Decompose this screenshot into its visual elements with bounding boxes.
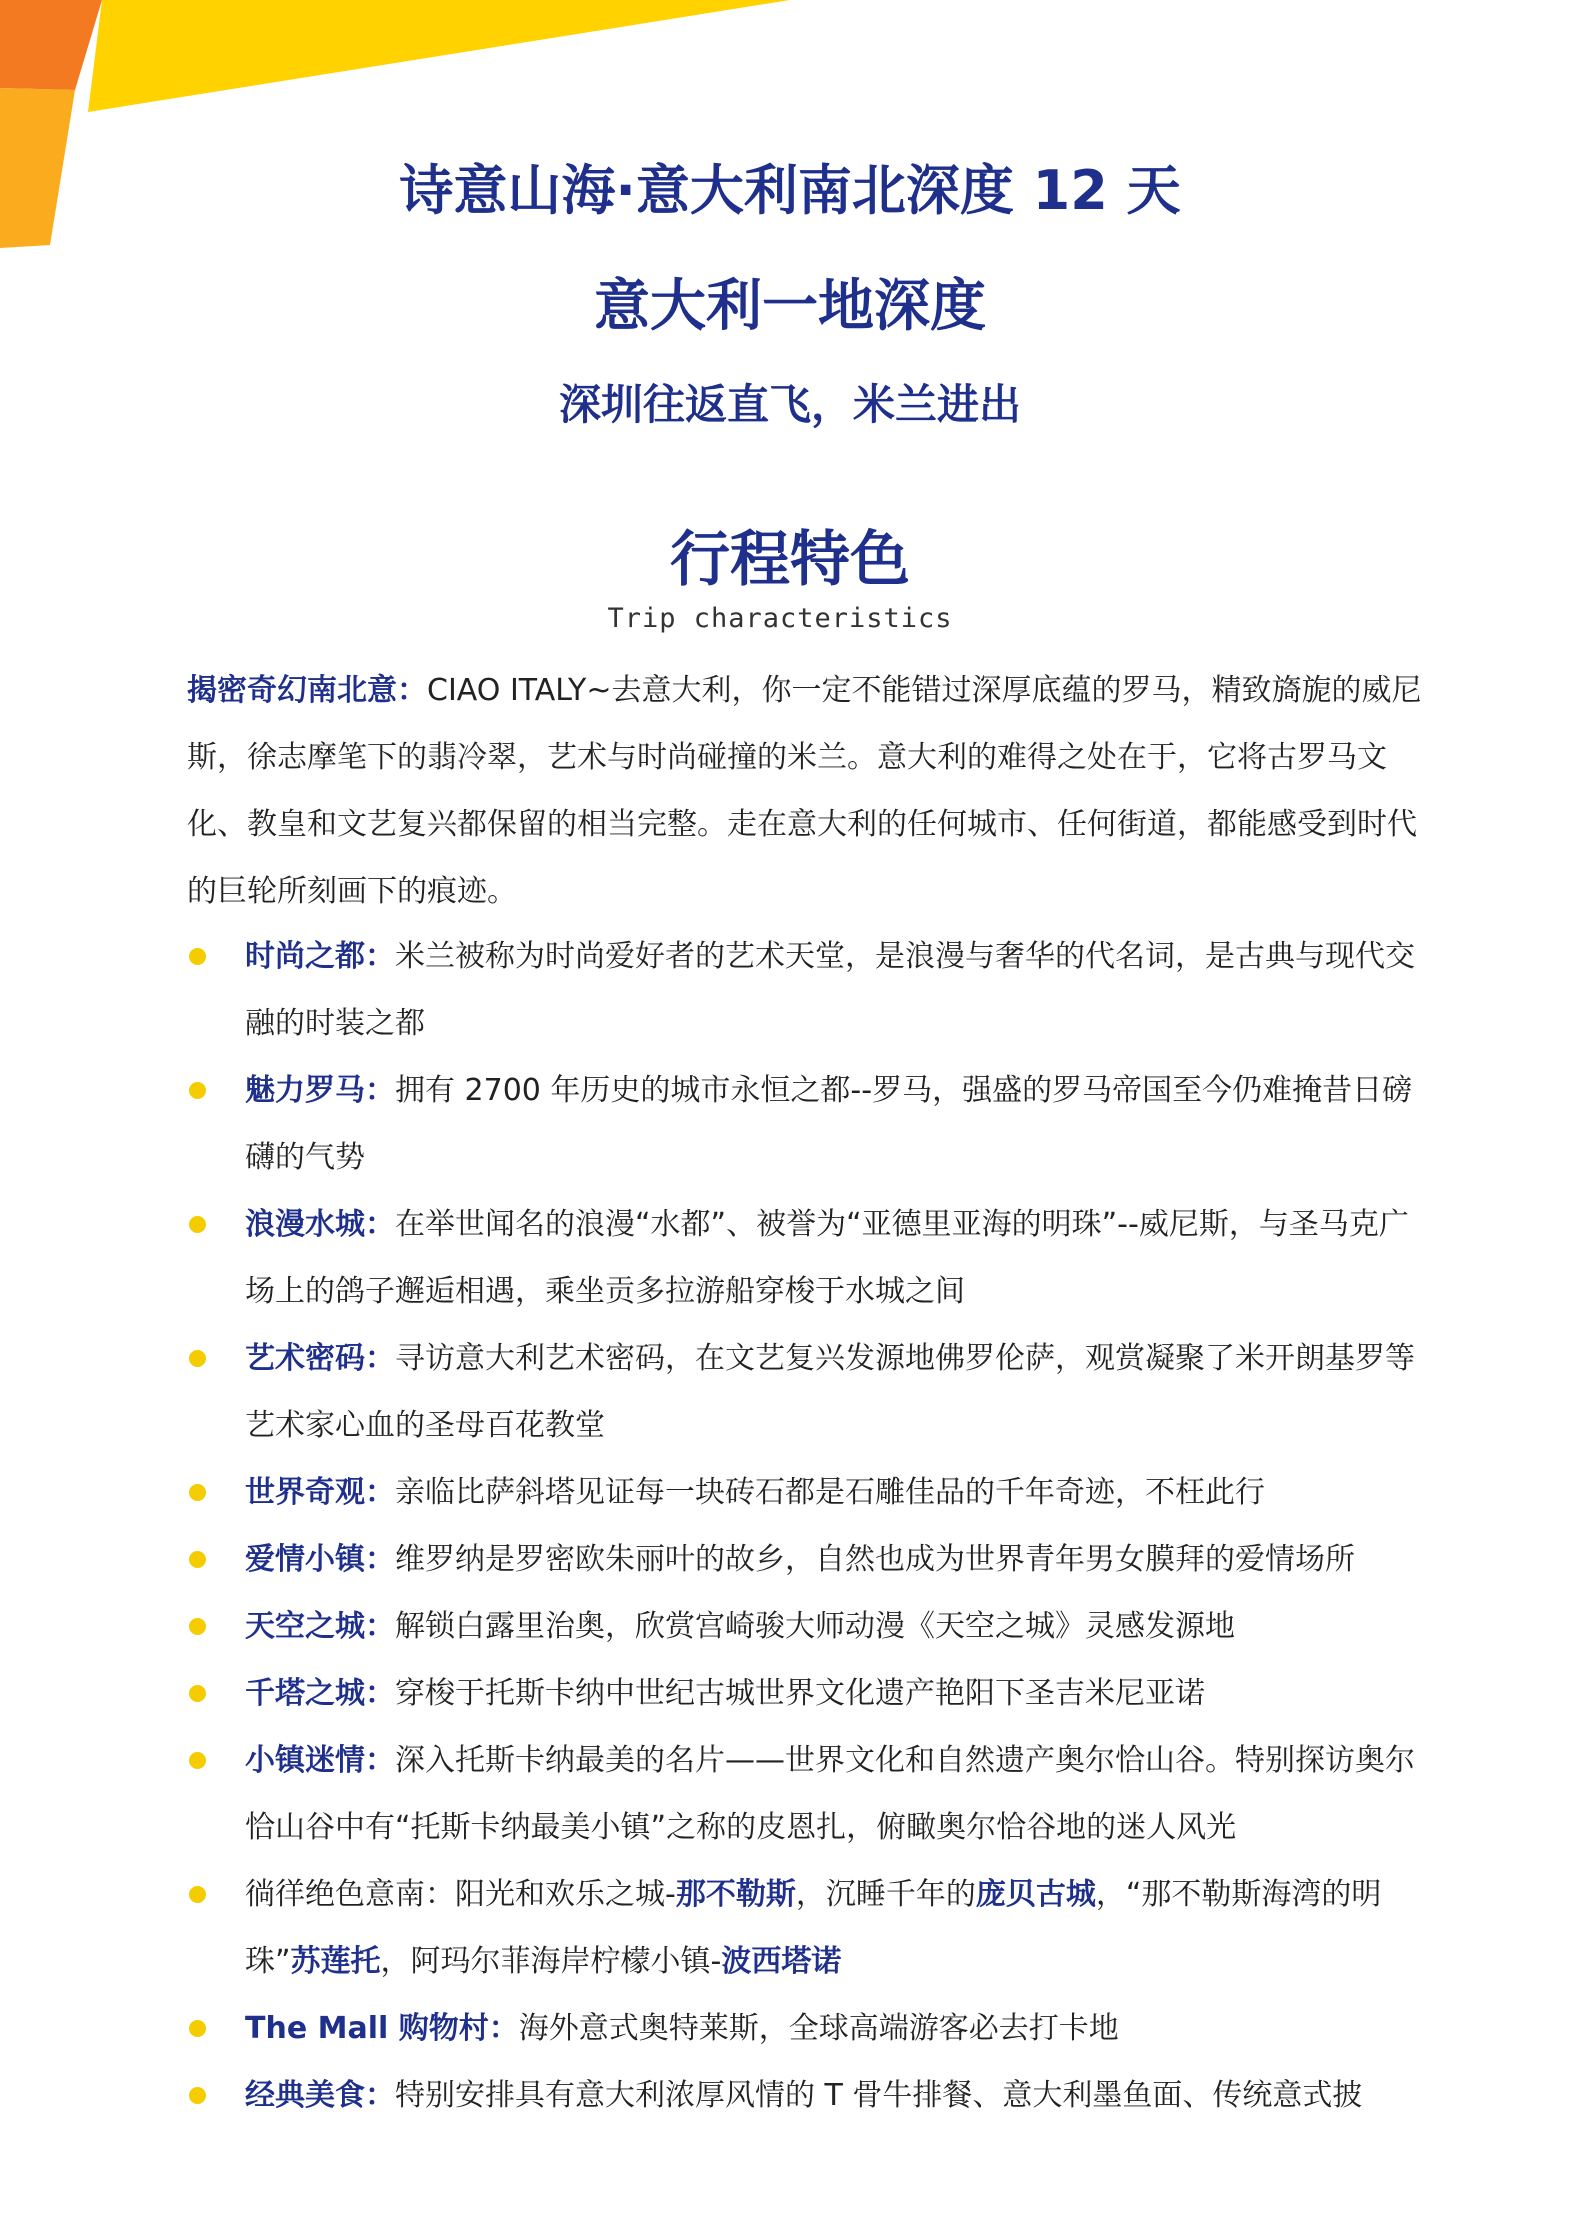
feature-highlight: 波西塔诺	[721, 1944, 842, 1979]
feature-item	[0, 2062, 1580, 2129]
flight-info: 深圳往返直飞，米兰进出	[558, 380, 1021, 429]
feature-label: 小镇迷情：	[245, 1743, 395, 1778]
feature-item	[0, 923, 1580, 1057]
feature-text: 亲临比萨斜塔见证每一块砖石都是石雕佳品的千年奇迹，不枉此行	[395, 1475, 1265, 1510]
bullet-icon	[189, 1082, 206, 1099]
bullet-icon	[189, 1216, 206, 1233]
section-title: 行程特色	[670, 525, 910, 595]
feature-text: 在举世闻名的浪漫“水都”、被誉为“亚德里亚海的明珠”--威尼斯，与圣马克广场上的鸽子邂逅相遇，乘坐贡多拉游船穿梭于水城之间	[245, 1207, 1409, 1309]
feature-text: 特别安排具有意大利浓厚风情的 T 骨牛排餐、意大利墨鱼面、传统意式披	[395, 2078, 1363, 2113]
feature-item	[0, 1660, 1580, 1727]
intro-text: CIAO ITALY~去意大利，你一定不能错过深厚底蕴的罗马，精致旖旎的威尼斯，徐志摩笔下的翡冷翠，艺术与时尚碰撞的米兰。意大利的难得之处在于，它将古罗马文化、教皇和文艺复兴都保留的相当完整。走在意大利的任何城市、任何街道，都能感受到时代的巨轮所刻画下的痕迹。	[187, 673, 1422, 909]
feature-text: 解锁白露里治奥，欣赏宫崎骏大师动漫《天空之城》灵感发源地	[395, 1609, 1235, 1644]
feature-label: 时尚之都：	[245, 939, 395, 974]
feature-highlight: 苏莲托	[290, 1944, 381, 1979]
feature-item	[0, 1325, 1580, 1459]
feature-highlight: 庞贝古城	[975, 1877, 1096, 1912]
feature-label: 爱情小镇：	[245, 1542, 395, 1577]
feature-text: 米兰被称为时尚爱好者的艺术天堂，是浪漫与奢华的代名词，是古典与现代交融的时装之都	[245, 939, 1415, 1041]
feature-item	[0, 1191, 1580, 1325]
feature-item	[0, 1057, 1580, 1191]
feature-label: 天空之城：	[245, 1609, 395, 1644]
feature-text: ，阿玛尔菲海岸柠檬小镇-	[380, 1944, 722, 1979]
feature-text: 寻访意大利艺术密码，在文艺复兴发源地佛罗伦萨，观赏凝聚了米开朗基罗等艺术家心血的圣母百花教堂	[245, 1341, 1415, 1443]
feature-text: 拥有 2700 年历史的城市永恒之都--罗马，强盛的罗马帝国至今仍难掩昔日磅礴的气势	[245, 1073, 1413, 1175]
feature-label: 经典美食：	[245, 2078, 395, 2113]
feature-highlight: 那不勒斯	[675, 1877, 796, 1912]
intro-paragraph	[187, 657, 1427, 925]
feature-label: 千塔之城：	[245, 1676, 395, 1711]
feature-label: 浪漫水城：	[245, 1207, 395, 1242]
feature-list	[0, 923, 1580, 2129]
feature-label: 世界奇观：	[245, 1475, 395, 1510]
feature-text: 穿梭于托斯卡纳中世纪古城世界文化遗产艳阳下圣吉米尼亚诺	[395, 1676, 1205, 1711]
feature-text: 海外意式奥特莱斯，全球高端游客必去打卡地	[518, 2011, 1119, 2046]
feature-text: ，“那不勒斯海湾的明珠”	[245, 1877, 1382, 1979]
feature-item	[0, 1593, 1580, 1660]
feature-text: 徜徉绝色意南：阳光和欢乐之城-	[245, 1877, 676, 1912]
bullet-icon	[189, 1685, 206, 1702]
feature-text: 维罗纳是罗密欧朱丽叶的故乡，自然也成为世界青年男女膜拜的爱情场所	[395, 1542, 1355, 1577]
feature-item	[0, 1727, 1580, 1861]
feature-label: The Mall 购物村：	[245, 2011, 519, 2046]
intro-label: 揭密奇幻南北意：	[187, 673, 427, 708]
feature-item	[0, 1459, 1580, 1526]
bullet-icon	[189, 1551, 206, 1568]
bullet-icon	[189, 1350, 206, 1367]
trip-subtitle: 意大利一地深度	[594, 274, 986, 339]
feature-item	[0, 1861, 1580, 1995]
bullet-icon	[189, 1484, 206, 1501]
feature-text: ，沉睡千年的	[795, 1877, 976, 1912]
bullet-icon	[189, 1886, 206, 1903]
bullet-icon	[189, 2087, 206, 2104]
feature-item	[0, 1526, 1580, 1593]
feature-label: 艺术密码：	[245, 1341, 395, 1376]
feature-text: 深入托斯卡纳最美的名片——世界文化和自然遗产奥尔恰山谷。特别探访奥尔恰山谷中有“托斯卡纳最美小镇”之称的皮恩扎，俯瞰奥尔恰谷地的迷人风光	[245, 1743, 1415, 1845]
feature-label: 魅力罗马：	[245, 1073, 395, 1108]
trip-title: 诗意山海·意大利南北深度 12 天	[399, 159, 1181, 222]
section-subtitle: Trip characteristics	[607, 603, 953, 634]
bullet-icon	[189, 1752, 206, 1769]
bullet-icon	[189, 2020, 206, 2037]
feature-item	[0, 1995, 1580, 2062]
bullet-icon	[189, 1618, 206, 1635]
bullet-icon	[189, 948, 206, 965]
